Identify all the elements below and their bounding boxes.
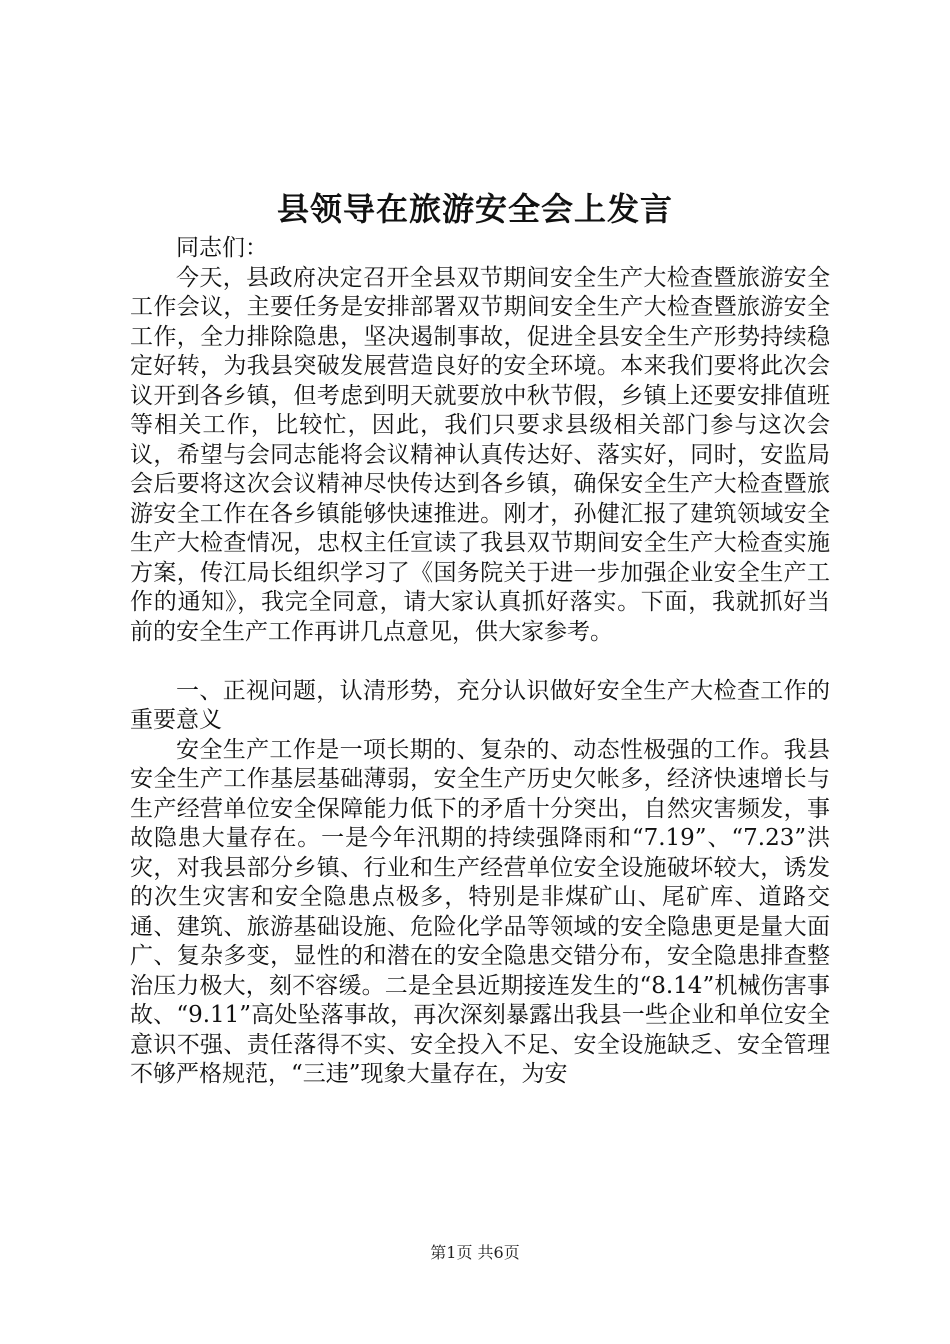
paragraph-section-1: 安全生产工作是一项长期的、复杂的、动态性极强的工作。我县安全生产工作基层基础薄弱，安全生产历史欠帐多，经济快速增长与生产经营单位安全保障能力低下的矛盾十分突出，自然灾害频发，事故隐患大量存在。一是今年汛期的持续强降雨和“7.19”、“7.23”洪灾，对我县部分乡镇、行业和生产经营单位安全设施破坏较大，诱发的次生灾害和安全隐患点极多，特别是非煤矿山、尾矿库、道路交通、建筑、旅游基础设施、危险化学品等领域的安全隐患更是量大面广、复杂多变，显性的和潜在的安全隐患交错分布，安全隐患排查整治压力极大，刻不容缓。二是全县近期接连发生的“8.14”机械伤害事故、“9.11”高处坠落事故，再次深刻暴露出我县一些企业和单位安全意识不强、责任落得不实、安全投入不足、安全设施缺乏、安全管理不够严格规范，“三违”现象大量存在，为安 xyxy=(130,736,830,1087)
salutation: 同志们： xyxy=(176,235,268,261)
document-title: 县领导在旅游安全会上发言 xyxy=(276,190,673,228)
document-body xyxy=(130,234,830,1090)
page-footer: 第1页 共6页 xyxy=(430,1243,520,1262)
paragraph-intro: 今天，县政府决定召开全县双节期间安全生产大检查暨旅游安全工作会议，主要任务是安排部署双节期间安全生产大检查暨旅游安全工作，全力排除隐患，坚决遏制事故，促进全县安全生产形势持续稳定好转，为我县突破发展营造良好的安全环境。本来我们要将此次会议开到各乡镇，但考虑到明天就要放中秋节假，乡镇上还要安排值班等相关工作，比较忙，因此，我们只要求县级相关部门参与这次会议，希望与会同志能将会议精神认真传达好、落实好，同时，安监局会后要将这次会议精神尽快传达到各乡镇，确保安全生产大检查暨旅游安全工作在各乡镇能够快速推进。刚才，孙健汇报了建筑领域安全生产大检查情况，忠权主任宣读了我县双节期间安全生产大检查实施方案，传江局长组织学习了《国务院关于进一步加强企业安全生产工作的通知》，我完全同意，请大家认真抓好落实。下面，我就抓好当前的安全生产工作再讲几点意见，供大家参考。 xyxy=(130,264,830,645)
section-heading-1: 一、正视问题，认清形势，充分认识做好安全生产大检查工作的重要意义 xyxy=(130,677,830,733)
blank-line xyxy=(130,647,830,677)
